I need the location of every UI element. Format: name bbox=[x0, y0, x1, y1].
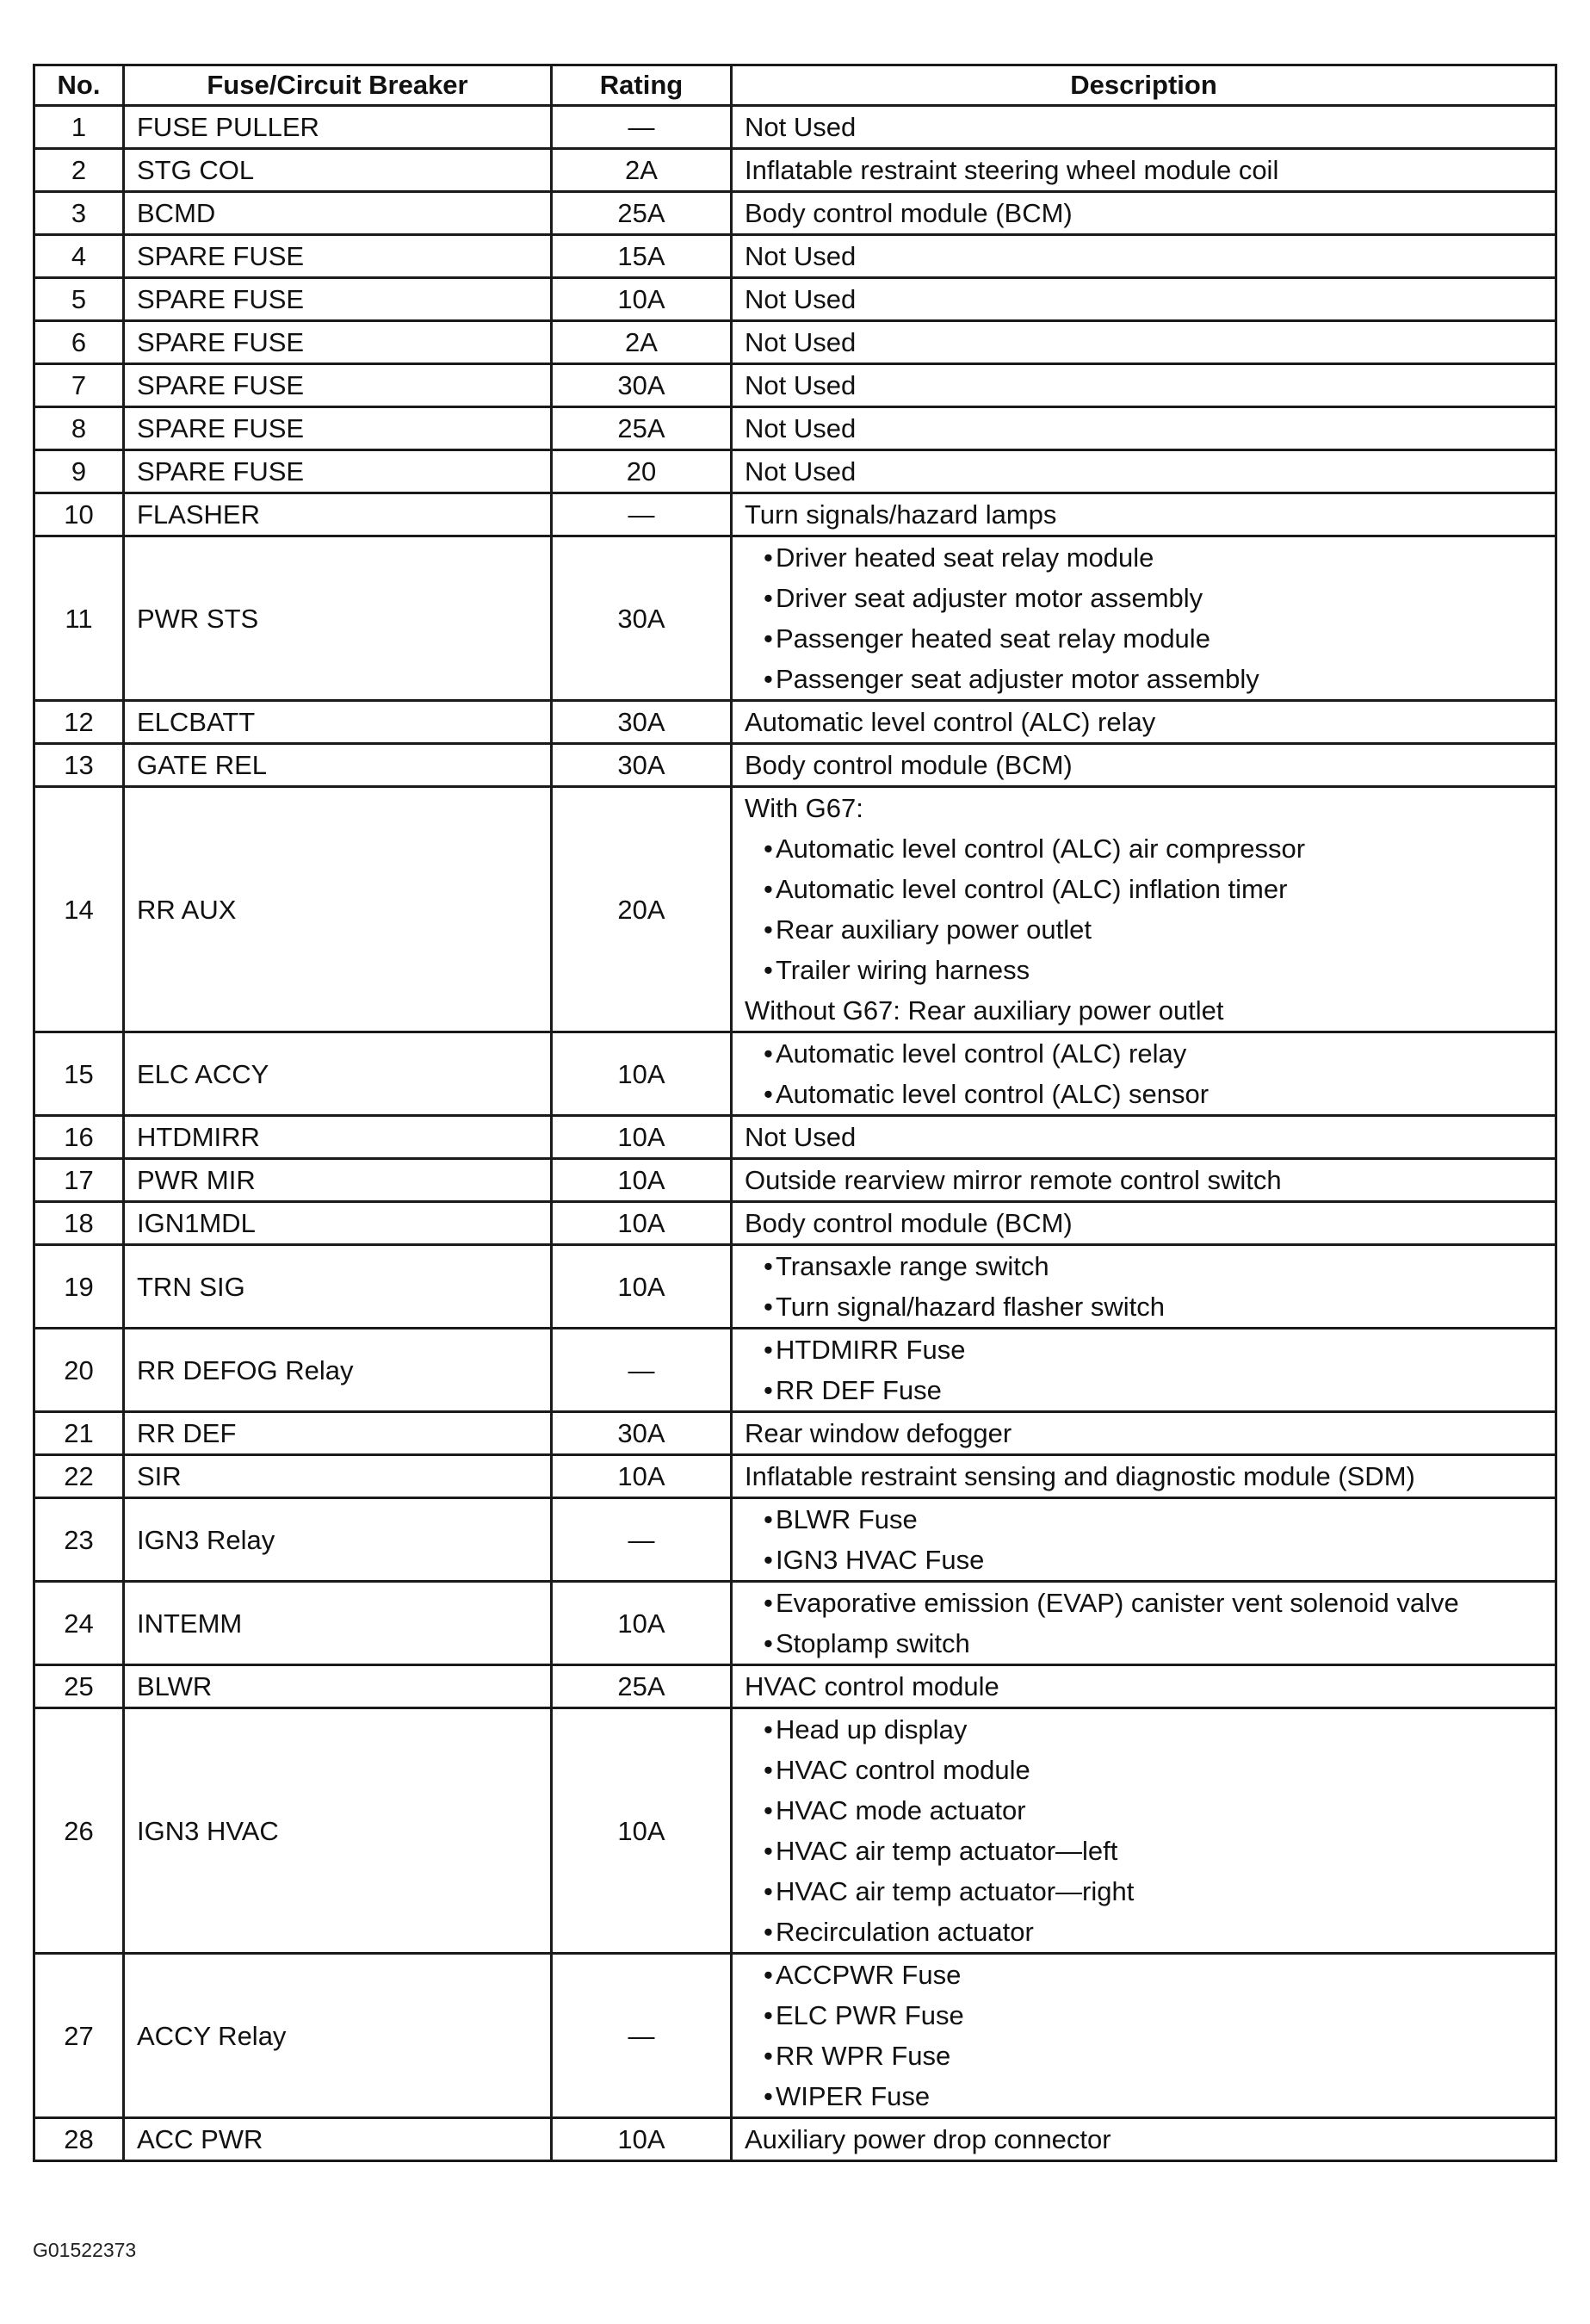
fuse-name: IGN1MDL bbox=[124, 1202, 552, 1245]
table-row bbox=[34, 1665, 1556, 1708]
fuse-name: PWR MIR bbox=[124, 1159, 552, 1202]
fuse-rating: — bbox=[552, 1498, 732, 1582]
fuse-rating: 10A bbox=[552, 1159, 732, 1202]
table-row bbox=[34, 149, 1556, 192]
fuse-name: SPARE FUSE bbox=[124, 235, 552, 278]
table-row bbox=[34, 701, 1556, 744]
fuse-description: Not Used bbox=[732, 364, 1556, 407]
fuse-description bbox=[732, 1498, 1556, 1582]
fuse-name: BCMD bbox=[124, 192, 552, 235]
figure-id: G01522373 bbox=[33, 2239, 137, 2261]
fuse-rating: 10A bbox=[552, 1245, 732, 1329]
header-no: No. bbox=[34, 65, 124, 106]
fuse-description: Inflatable restraint steering wheel module coil bbox=[732, 149, 1556, 192]
fuse-name: GATE REL bbox=[124, 744, 552, 787]
fuse-rating: — bbox=[552, 493, 732, 536]
fuse-name: SPARE FUSE bbox=[124, 321, 552, 364]
description-bullet-item: • Trailer wiring harness bbox=[745, 950, 1543, 990]
table-row bbox=[34, 278, 1556, 321]
fuse-name: FLASHER bbox=[124, 493, 552, 536]
description-bullet-item: • Turn signal/hazard flasher switch bbox=[745, 1286, 1543, 1327]
table-row bbox=[34, 1455, 1556, 1498]
fuse-rating: 10A bbox=[552, 2118, 732, 2161]
fuse-description: Not Used bbox=[732, 106, 1556, 149]
fuse-description bbox=[732, 1245, 1556, 1329]
fuse-name: IGN3 Relay bbox=[124, 1498, 552, 1582]
fuse-rating: 10A bbox=[552, 1032, 732, 1116]
fuse-rating: — bbox=[552, 1329, 732, 1412]
fuse-number: 17 bbox=[34, 1159, 124, 1202]
fuse-name: RR DEF bbox=[124, 1412, 552, 1455]
table-row bbox=[34, 106, 1556, 149]
table-row bbox=[34, 744, 1556, 787]
fuse-name: SPARE FUSE bbox=[124, 407, 552, 450]
fuse-description: Turn signals/hazard lamps bbox=[732, 493, 1556, 536]
description-bullet-item: • Automatic level control (ALC) inflation timer bbox=[745, 869, 1543, 909]
table-row bbox=[34, 321, 1556, 364]
fuse-rating: 30A bbox=[552, 744, 732, 787]
table-row bbox=[34, 1245, 1556, 1329]
fuse-name: ELCBATT bbox=[124, 701, 552, 744]
fuse-number: 24 bbox=[34, 1582, 124, 1665]
fuse-name: STG COL bbox=[124, 149, 552, 192]
fuse-description bbox=[732, 1954, 1556, 2118]
header-rating: Rating bbox=[552, 65, 732, 106]
description-bullet-list bbox=[745, 537, 1543, 699]
fuse-rating: 30A bbox=[552, 701, 732, 744]
table-row bbox=[34, 1498, 1556, 1582]
table-row bbox=[34, 407, 1556, 450]
fuse-number: 13 bbox=[34, 744, 124, 787]
fuse-rating: 20A bbox=[552, 787, 732, 1032]
fuse-description bbox=[732, 1708, 1556, 1954]
description-bullet-item: • HVAC mode actuator bbox=[745, 1790, 1543, 1831]
fuse-table bbox=[33, 64, 1557, 2162]
description-bullet-item: • Passenger heated seat relay module bbox=[745, 618, 1543, 659]
fuse-name: TRN SIG bbox=[124, 1245, 552, 1329]
description-bullet-item: • HVAC air temp actuator—right bbox=[745, 1871, 1543, 1912]
table-row bbox=[34, 536, 1556, 701]
description-bullet-item: • Stoplamp switch bbox=[745, 1623, 1543, 1664]
fuse-rating: 10A bbox=[552, 1202, 732, 1245]
fuse-description: HVAC control module bbox=[732, 1665, 1556, 1708]
table-row bbox=[34, 1582, 1556, 1665]
fuse-name: RR DEFOG Relay bbox=[124, 1329, 552, 1412]
table-row bbox=[34, 1202, 1556, 1245]
description-bullet-item: • HTDMIRR Fuse bbox=[745, 1329, 1543, 1370]
table-row bbox=[34, 1708, 1556, 1954]
fuse-number: 10 bbox=[34, 493, 124, 536]
fuse-description: Auxiliary power drop connector bbox=[732, 2118, 1556, 2161]
table-row bbox=[34, 1159, 1556, 1202]
fuse-name: IGN3 HVAC bbox=[124, 1708, 552, 1954]
description-bullet-item: • ACCPWR Fuse bbox=[745, 1955, 1543, 1995]
fuse-number: 19 bbox=[34, 1245, 124, 1329]
fuse-number: 23 bbox=[34, 1498, 124, 1582]
description-bullet-item: • Evaporative emission (EVAP) canister vent solenoid valve bbox=[745, 1583, 1543, 1623]
fuse-number: 25 bbox=[34, 1665, 124, 1708]
description-bullet-list bbox=[745, 1033, 1543, 1114]
fuse-description: Not Used bbox=[732, 450, 1556, 493]
fuse-name: ACC PWR bbox=[124, 2118, 552, 2161]
description-bullet-item: • Transaxle range switch bbox=[745, 1246, 1543, 1286]
fuse-number: 7 bbox=[34, 364, 124, 407]
fuse-description: Not Used bbox=[732, 407, 1556, 450]
table-row bbox=[34, 450, 1556, 493]
fuse-rating: 25A bbox=[552, 192, 732, 235]
fuse-number: 3 bbox=[34, 192, 124, 235]
fuse-name: BLWR bbox=[124, 1665, 552, 1708]
fuse-rating: 10A bbox=[552, 1582, 732, 1665]
description-bullet-item: • RR DEF Fuse bbox=[745, 1370, 1543, 1410]
fuse-number: 18 bbox=[34, 1202, 124, 1245]
description-bullet-list bbox=[745, 1955, 1543, 2116]
fuse-number: 21 bbox=[34, 1412, 124, 1455]
fuse-rating: — bbox=[552, 106, 732, 149]
description-bullet-list bbox=[745, 1499, 1543, 1580]
description-bullet-item: • Driver seat adjuster motor assembly bbox=[745, 578, 1543, 618]
table-body bbox=[34, 106, 1556, 2161]
fuse-rating: 30A bbox=[552, 1412, 732, 1455]
fuse-name: ELC ACCY bbox=[124, 1032, 552, 1116]
fuse-rating: 2A bbox=[552, 149, 732, 192]
fuse-description: Inflatable restraint sensing and diagnostic module (SDM) bbox=[732, 1455, 1556, 1498]
fuse-name: SPARE FUSE bbox=[124, 278, 552, 321]
table-row bbox=[34, 364, 1556, 407]
fuse-name: FUSE PULLER bbox=[124, 106, 552, 149]
description-bullet-item: • BLWR Fuse bbox=[745, 1499, 1543, 1540]
fuse-rating: 25A bbox=[552, 1665, 732, 1708]
table-row bbox=[34, 1032, 1556, 1116]
table-row bbox=[34, 192, 1556, 235]
fuse-name: INTEMM bbox=[124, 1582, 552, 1665]
fuse-rating: 2A bbox=[552, 321, 732, 364]
description-bullet-item: • HVAC air temp actuator—left bbox=[745, 1831, 1543, 1871]
fuse-rating: 15A bbox=[552, 235, 732, 278]
fuse-rating: 10A bbox=[552, 278, 732, 321]
description-bullet-list bbox=[745, 1709, 1543, 1952]
fuse-number: 11 bbox=[34, 536, 124, 701]
fuse-rating: 25A bbox=[552, 407, 732, 450]
fuse-description: Rear window defogger bbox=[732, 1412, 1556, 1455]
fuse-description bbox=[732, 1032, 1556, 1116]
fuse-description: Outside rearview mirror remote control switch bbox=[732, 1159, 1556, 1202]
fuse-name: RR AUX bbox=[124, 787, 552, 1032]
table-row bbox=[34, 1329, 1556, 1412]
fuse-name: SPARE FUSE bbox=[124, 364, 552, 407]
description-bullet-item: • Automatic level control (ALC) air compressor bbox=[745, 828, 1543, 869]
description-bullet-item: • Automatic level control (ALC) sensor bbox=[745, 1074, 1543, 1114]
fuse-rating: — bbox=[552, 1954, 732, 2118]
description-note: Without G67: Rear auxiliary power outlet bbox=[745, 995, 1224, 1026]
description-bullet-item: • WIPER Fuse bbox=[745, 2076, 1543, 2116]
fuse-number: 4 bbox=[34, 235, 124, 278]
fuse-number: 22 bbox=[34, 1455, 124, 1498]
fuse-name: HTDMIRR bbox=[124, 1116, 552, 1159]
description-bullet-item: • Head up display bbox=[745, 1709, 1543, 1750]
table-row bbox=[34, 787, 1556, 1032]
fuse-number: 16 bbox=[34, 1116, 124, 1159]
description-bullet-list bbox=[745, 1329, 1543, 1410]
table-header-row bbox=[34, 65, 1556, 106]
description-bullet-item: • Passenger seat adjuster motor assembly bbox=[745, 659, 1543, 699]
fuse-rating: 20 bbox=[552, 450, 732, 493]
description-bullet-item: • Automatic level control (ALC) relay bbox=[745, 1033, 1543, 1074]
fuse-description bbox=[732, 1329, 1556, 1412]
description-bullet-list bbox=[745, 1583, 1543, 1664]
fuse-rating: 10A bbox=[552, 1455, 732, 1498]
table-row bbox=[34, 493, 1556, 536]
fuse-number: 28 bbox=[34, 2118, 124, 2161]
fuse-description bbox=[732, 787, 1556, 1032]
table-row bbox=[34, 235, 1556, 278]
header-fuse-circuit-breaker: Fuse/Circuit Breaker bbox=[124, 65, 552, 106]
description-bullet-list bbox=[745, 1246, 1543, 1327]
description-bullet-item: • HVAC control module bbox=[745, 1750, 1543, 1790]
fuse-number: 27 bbox=[34, 1954, 124, 2118]
description-bullet-item: • Driver heated seat relay module bbox=[745, 537, 1543, 578]
fuse-name: ACCY Relay bbox=[124, 1954, 552, 2118]
table-row bbox=[34, 2118, 1556, 2161]
fuse-rating: 30A bbox=[552, 536, 732, 701]
fuse-description: Not Used bbox=[732, 321, 1556, 364]
table-row bbox=[34, 1412, 1556, 1455]
fuse-description: Not Used bbox=[732, 1116, 1556, 1159]
fuse-description: Automatic level control (ALC) relay bbox=[732, 701, 1556, 744]
fuse-number: 2 bbox=[34, 149, 124, 192]
description-bullet-list bbox=[745, 828, 1543, 990]
description-intro: With G67: bbox=[745, 793, 863, 823]
fuse-number: 5 bbox=[34, 278, 124, 321]
fuse-number: 8 bbox=[34, 407, 124, 450]
fuse-rating: 10A bbox=[552, 1116, 732, 1159]
fuse-name: SPARE FUSE bbox=[124, 450, 552, 493]
fuse-number: 15 bbox=[34, 1032, 124, 1116]
fuse-description: Body control module (BCM) bbox=[732, 744, 1556, 787]
fuse-number: 20 bbox=[34, 1329, 124, 1412]
fuse-number: 14 bbox=[34, 787, 124, 1032]
fuse-description: Body control module (BCM) bbox=[732, 1202, 1556, 1245]
fuse-name: PWR STS bbox=[124, 536, 552, 701]
fuse-description: Not Used bbox=[732, 235, 1556, 278]
table-row bbox=[34, 1116, 1556, 1159]
fuse-number: 9 bbox=[34, 450, 124, 493]
fuse-rating: 10A bbox=[552, 1708, 732, 1954]
description-bullet-item: • RR WPR Fuse bbox=[745, 2036, 1543, 2076]
fuse-description: Not Used bbox=[732, 278, 1556, 321]
description-bullet-item: • IGN3 HVAC Fuse bbox=[745, 1540, 1543, 1580]
fuse-table-container bbox=[33, 64, 1555, 2162]
header-description: Description bbox=[732, 65, 1556, 106]
fuse-rating: 30A bbox=[552, 364, 732, 407]
fuse-description bbox=[732, 536, 1556, 701]
description-bullet-item: • Recirculation actuator bbox=[745, 1912, 1543, 1952]
description-bullet-item: • ELC PWR Fuse bbox=[745, 1995, 1543, 2036]
fuse-number: 26 bbox=[34, 1708, 124, 1954]
fuse-description bbox=[732, 1582, 1556, 1665]
fuse-number: 1 bbox=[34, 106, 124, 149]
table-row bbox=[34, 1954, 1556, 2118]
fuse-number: 12 bbox=[34, 701, 124, 744]
fuse-description: Body control module (BCM) bbox=[732, 192, 1556, 235]
description-bullet-item: • Rear auxiliary power outlet bbox=[745, 909, 1543, 950]
fuse-number: 6 bbox=[34, 321, 124, 364]
fuse-name: SIR bbox=[124, 1455, 552, 1498]
